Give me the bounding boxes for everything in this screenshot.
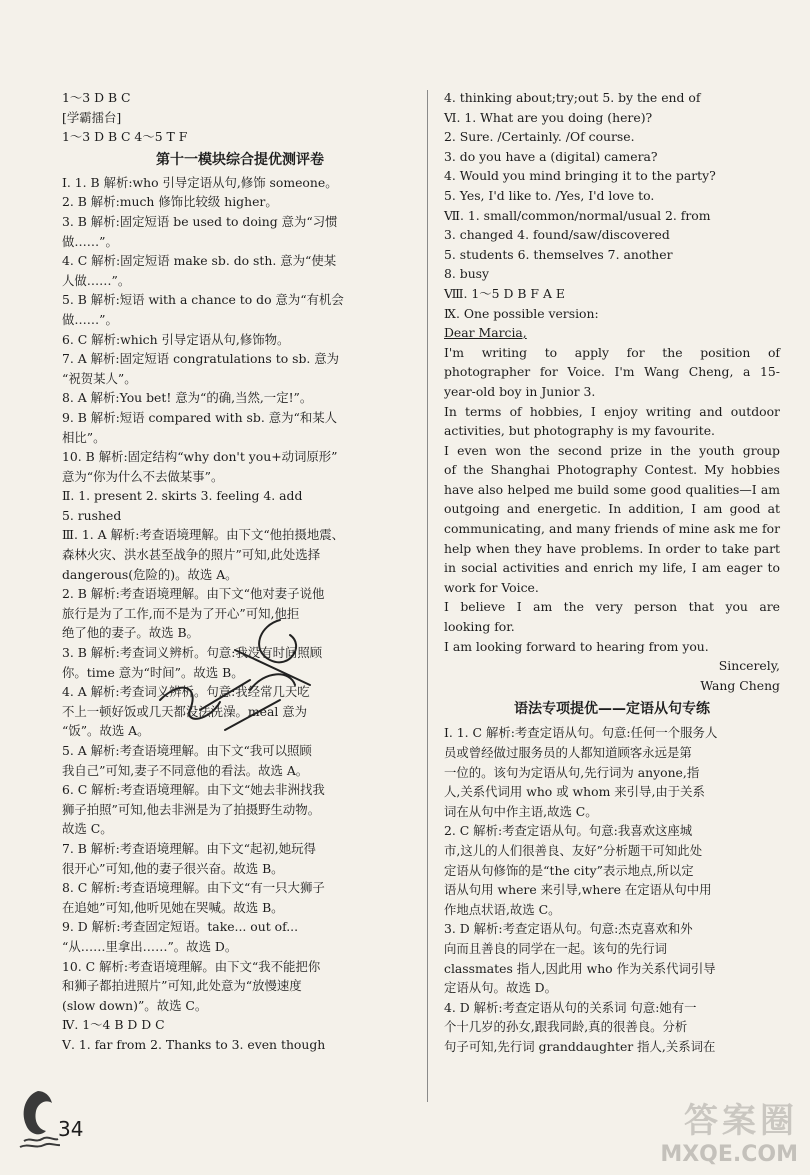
text-line: Wang Cheng bbox=[700, 677, 780, 693]
text-line: Ⅴ. 1. far from 2. Thanks to 3. even though bbox=[62, 1036, 326, 1052]
text-line: 人做……”。 bbox=[62, 272, 131, 288]
text-line: communicating, and many friends of mine ask me for bbox=[444, 521, 780, 537]
text-line: 4. Would you mind bringing it to the party? bbox=[444, 168, 716, 184]
right-column bbox=[444, 88, 780, 1057]
text-line: 一位的。该句为定语从句,先行词为 anyone,指 bbox=[444, 764, 700, 780]
text-line: 定语从句修饰的是“the city”表示地点,所以定 bbox=[444, 862, 694, 878]
text-line: 旅行是为了工作,而不是为了开心”可知,他拒 bbox=[62, 605, 300, 621]
text-line: 7. A 解析:固定短语 congratulations to sb. 意为 bbox=[62, 351, 340, 367]
text-line: 2. Sure. /Certainly. /Of course. bbox=[444, 129, 635, 145]
text-line: 意为“你为什么不去做某事”。 bbox=[62, 468, 224, 484]
text-line: 8. C 解析:考查语境理解。由下文“有一只大狮子 bbox=[62, 880, 325, 896]
text-line: 词在从句中作主语,故选 C。 bbox=[444, 803, 598, 819]
text-line: 9. B 解析:短语 compared with sb. 意为“和某人 bbox=[62, 409, 337, 425]
text-line: 5. students 6. themselves 7. another bbox=[444, 246, 673, 262]
text-line: 1～3 D B C bbox=[62, 90, 131, 105]
text-line: Ⅰ. 1. C 解析:考查定语从句。句意:任何一个服务人 bbox=[444, 725, 718, 741]
text-line: Ⅱ. 1. present 2. skirts 3. feeling 4. add bbox=[62, 488, 303, 504]
text-line: 1～3 D B C 4～5 T F bbox=[62, 129, 188, 145]
text-line: “从……里拿出……”。故选 D。 bbox=[62, 938, 238, 954]
text-line: 4. D 解析:考查定语从句的关系词 句意:她有一 bbox=[444, 999, 697, 1015]
text-line: Ⅶ. 1. small/common/normal/usual 2. from bbox=[444, 207, 711, 223]
text-line: 作地点状语,故选 C。 bbox=[444, 901, 561, 917]
text-line: Ⅷ. 1～5 D B F A E bbox=[444, 285, 565, 301]
text-line: 3. B 解析:考查词义辨析。句意:我没有时间照顾 bbox=[62, 645, 323, 661]
text-line: in social activities and enrich my life, I am eager to bbox=[444, 560, 780, 576]
text-line: I am looking forward to hearing from you. bbox=[444, 638, 709, 654]
text-line: 很开心”可知,他的妻子很兴奋。故选 B。 bbox=[62, 860, 284, 876]
text-line: 3. B 解析:固定短语 be used to doing 意为“习惯 bbox=[62, 213, 338, 229]
text-line: In terms of hobbies, I enjoy writing and outdoor bbox=[444, 403, 780, 419]
text-line: 8. A 解析:You bet! 意为“的确,当然,一定!”。 bbox=[62, 390, 313, 406]
text-line: I believe I am the very person that you are bbox=[444, 599, 780, 615]
text-line: 绝了他的妻子。故选 B。 bbox=[62, 625, 199, 641]
text-line: 做……”。 bbox=[62, 311, 118, 327]
text-line: 个十几岁的孙女,跟我同龄,真的很善良。分析 bbox=[444, 1019, 688, 1035]
text-line: “祝贺某人”。 bbox=[62, 370, 137, 386]
text-line: 3. D 解析:考查定语从句。句意:杰克喜欢和外 bbox=[444, 921, 693, 937]
text-line: 语从句用 where 来引导,where 在定语从句中用 bbox=[444, 882, 712, 898]
text-line: help when they have problems. In order to take part bbox=[444, 540, 780, 556]
text-line: 5. Yes, I'd like to. /Yes, I'd love to. bbox=[444, 187, 655, 203]
text-line bbox=[444, 323, 780, 343]
salutation: Dear Marcia, bbox=[444, 325, 527, 341]
text-line: 6. C 解析:which 引导定语从句,修饰物。 bbox=[62, 331, 290, 347]
text-line: 5. A 解析:考查语境理解。由下文“我可以照顾 bbox=[62, 743, 312, 758]
text-line: 7. B 解析:考查语境理解。由下文“起初,她玩得 bbox=[62, 840, 316, 856]
text-line: I'm writing to apply for the position of bbox=[444, 344, 780, 360]
text-line: photographer for Voice. I'm Wang Cheng, a 15- bbox=[444, 364, 780, 380]
pen-scribble-icon bbox=[140, 590, 340, 740]
text-line: Ⅰ. 1. B 解析:who 引导定语从句,修饰 someone。 bbox=[62, 174, 338, 190]
text-line: 在追她”可知,他听见她在哭喊。故选 B。 bbox=[62, 899, 284, 915]
site-watermark bbox=[660, 1093, 798, 1167]
text-line: year-old boy in Junior 3. bbox=[444, 383, 596, 399]
text-line: 3. changed 4. found/saw/discovered bbox=[444, 227, 670, 243]
text-line: activities, but photography is my favourite. bbox=[444, 423, 715, 439]
text-line: 2. B 解析:考查语境理解。由下文“他对妻子说他 bbox=[62, 586, 325, 602]
text-line: of the Shanghai Photography Contest. My hobbies bbox=[444, 462, 780, 478]
text-line: 语法专项提优——定语从句专练 bbox=[514, 701, 710, 718]
text-line: 4. A 解析:考查词义辨析。句意:我经常几天吃 bbox=[62, 684, 310, 700]
text-line: 3. do you have a (digital) camera? bbox=[444, 148, 658, 164]
text-line: 4. thinking about;try;out 5. by the end of bbox=[444, 90, 701, 105]
text-line: 相比”。 bbox=[62, 429, 106, 445]
text-line: work for Voice. bbox=[444, 579, 539, 595]
watermark-line1: 答案圈 bbox=[684, 1101, 798, 1141]
text-line: 市,这儿的人们很善良、友好”分析题干可知此处 bbox=[444, 842, 703, 858]
text-line: 和狮子都拍进照片”可知,此处意为“放慢速度 bbox=[62, 978, 302, 994]
text-line: 森林火灾、洪水甚至战争的照片”可知,此处选择 bbox=[62, 547, 321, 563]
text-line: 9. D 解析:考查固定短语。take... out of... bbox=[62, 919, 299, 935]
text-line: Ⅳ. 1～4 B D D C bbox=[62, 1017, 165, 1033]
left-column bbox=[62, 88, 418, 1055]
text-line: 狮子拍照”可知,他去非洲是为了拍摄野生动物。 bbox=[62, 801, 321, 817]
text-line: Ⅲ. 1. A 解析:考查语境理解。由下文“他拍摄地震、 bbox=[62, 527, 345, 543]
text-line: Ⅸ. One possible version: bbox=[444, 305, 599, 321]
text-line: [学霸擂台] bbox=[62, 109, 122, 125]
text-line: 第十一模块综合提优测评卷 bbox=[156, 151, 324, 168]
text-line: Sincerely, bbox=[718, 658, 780, 674]
text-line: 5. rushed bbox=[62, 507, 122, 523]
text-line: I even won the second prize in the youth group bbox=[444, 442, 780, 458]
text-line: 不上一顿好饭或几天都没法洗澡。meal 意为 bbox=[62, 703, 308, 719]
text-line: looking for. bbox=[444, 619, 515, 635]
text-line: Ⅵ. 1. What are you doing (here)? bbox=[444, 109, 653, 125]
text-line: have also helped me build some good qualities—I am bbox=[444, 481, 780, 497]
text-line: 2. C 解析:考查定语从句。句意:我喜欢这座城 bbox=[444, 823, 693, 839]
text-line: 故选 C。 bbox=[62, 821, 113, 837]
text-line: 定语从句。故选 D。 bbox=[444, 980, 557, 996]
watermark-line2: MXQE.COM bbox=[660, 1142, 798, 1167]
text-line: 8. busy bbox=[444, 266, 490, 282]
text-line: 10. B 解析:固定结构“why don't you+动词原形” bbox=[62, 449, 338, 465]
text-line: 你。time 意为“时间”。故选 B。 bbox=[62, 664, 244, 680]
text-line: 我自己”可知,妻子不同意他的看法。故选 A。 bbox=[62, 762, 309, 778]
page-number: 34 bbox=[58, 1117, 84, 1141]
text-line: 4. C 解析:固定短语 make sb. do sth. 意为“使某 bbox=[62, 253, 337, 269]
column-divider bbox=[427, 90, 428, 1102]
text-line: 做……”。 bbox=[62, 233, 118, 249]
text-line: classmates 指人,因此用 who 作为关系代词引导 bbox=[444, 960, 716, 976]
dolphin-logo-icon bbox=[16, 1085, 60, 1149]
text-line: outgoing and energetic. In addition, I am good at bbox=[444, 501, 780, 517]
text-line: 员或曾经做过服务员的人都知道顾客永远是第 bbox=[444, 745, 692, 760]
text-line: 人,关系代词用 who 或 whom 来引导,由于关系 bbox=[444, 784, 705, 800]
text-line: dangerous(危险的)。故选 A。 bbox=[62, 566, 238, 582]
text-line: 句子可知,先行词 granddaughter 指人,关系词在 bbox=[444, 1038, 716, 1054]
text-line: (slow down)”。故选 C。 bbox=[62, 997, 208, 1013]
text-line: 5. B 解析:短语 with a chance to do 意为“有机会 bbox=[62, 292, 344, 308]
text-line: 2. B 解析:much 修饰比较级 higher。 bbox=[62, 194, 278, 210]
text-line: “饭”。故选 A。 bbox=[62, 723, 150, 739]
text-line: 向而且善良的同学在一起。该句的先行词 bbox=[444, 940, 668, 956]
text-line: 6. C 解析:考查语境理解。由下文“她去非洲找我 bbox=[62, 782, 325, 798]
text-line: 10. C 解析:考查语境理解。由下文“我不能把你 bbox=[62, 958, 321, 974]
